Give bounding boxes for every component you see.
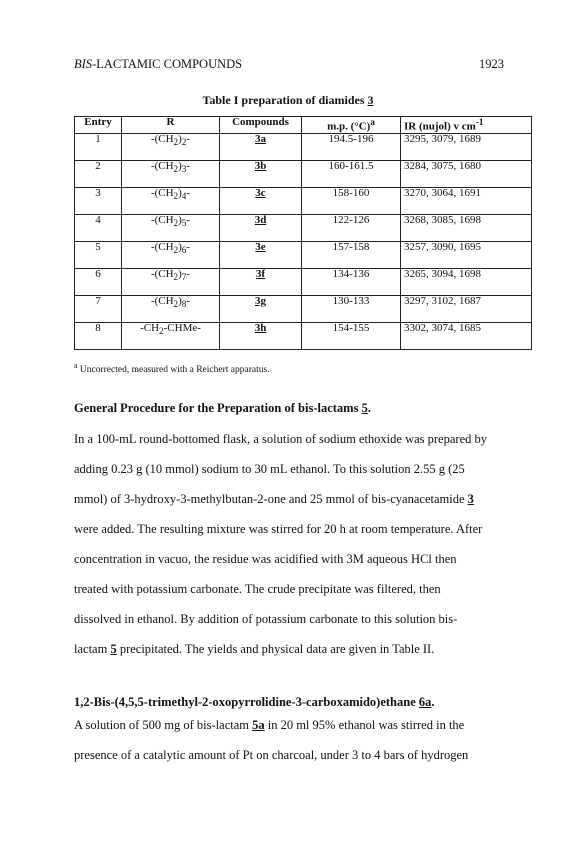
para-line-5: concentration in vacuo, the residue was acidified with 3M aqueous HCl then xyxy=(74,552,457,566)
section1-title-suffix: . xyxy=(367,401,371,415)
table-header-row xyxy=(75,117,532,134)
cell-r xyxy=(122,268,220,295)
cell-mp: 157-158 xyxy=(302,241,401,268)
r-mid: -CHMe- xyxy=(163,321,201,334)
r-sub1: 2 xyxy=(173,298,179,309)
table-caption xyxy=(0,93,576,108)
cell-entry: 4 xyxy=(75,214,122,241)
footnote-sup: a xyxy=(74,361,78,370)
r-pre: -(CH xyxy=(150,159,174,172)
r-mid: ) xyxy=(178,159,182,172)
para-compound-5: 5 xyxy=(110,642,117,656)
r-post: - xyxy=(186,294,191,307)
r-sub2: 5 xyxy=(181,217,187,228)
cell-compound: 3b xyxy=(220,160,302,187)
cell-ir: 3268, 3085, 1698 xyxy=(401,214,532,241)
para2-line-1-b: in 20 ml 95% ethanol was stirred in the xyxy=(264,718,465,732)
r-post: - xyxy=(186,186,191,199)
para2-line-1 xyxy=(74,710,506,740)
cell-mp: 134-136 xyxy=(302,268,401,295)
table-footnote xyxy=(74,361,270,375)
para-line-6: treated with potassium carbonate. The crude precipitate was filtered, then xyxy=(74,582,441,596)
header-entry: Entry xyxy=(75,117,122,134)
cell-mp: 194.5-196 xyxy=(302,133,401,160)
diamides-table xyxy=(74,116,532,350)
cell-r xyxy=(122,160,220,187)
table-row xyxy=(75,295,532,322)
header-mp-sup: a xyxy=(370,117,375,127)
page-number: 1923 xyxy=(479,57,504,71)
section2-title-text: 1,2-Bis-(4,5,5-trimethyl-2-oxopyrrolidine-3-carboxamido)ethane xyxy=(74,695,419,709)
cell-compound: 3h xyxy=(220,322,302,349)
cell-ir: 3295, 3079, 1689 xyxy=(401,133,532,160)
r-post: - xyxy=(186,240,191,253)
cell-entry: 7 xyxy=(75,295,122,322)
section2-title-suffix: . xyxy=(431,695,435,709)
cell-r xyxy=(122,295,220,322)
cell-r xyxy=(122,133,220,160)
cell-entry: 5 xyxy=(75,241,122,268)
cell-mp: 130-133 xyxy=(302,295,401,322)
cell-compound: 3f xyxy=(220,268,302,295)
header-compounds: Compounds xyxy=(220,117,302,134)
cell-mp: 160-161.5 xyxy=(302,160,401,187)
r-sub2: 4 xyxy=(181,190,187,201)
r-sub1: 2 xyxy=(173,136,179,147)
para-line-8-a: lactam xyxy=(74,642,111,656)
para-line-2: adding 0.23 g (10 mmol) sodium to 30 mL ethanol. To this solution 2.55 g (25 xyxy=(74,462,465,476)
r-sub2: 6 xyxy=(181,244,187,255)
table-row xyxy=(75,187,532,214)
para-line-3-text: mmol) of 3-hydroxy-3-methylbutan-2-one and 25 mmol of bis-cyanacetamide xyxy=(74,492,468,506)
cell-entry: 6 xyxy=(75,268,122,295)
r-pre: -(CH xyxy=(150,213,174,226)
cell-mp: 158-160 xyxy=(302,187,401,214)
r-post: - xyxy=(186,213,191,226)
cell-r xyxy=(122,187,220,214)
header-ir xyxy=(401,117,532,134)
r-post: - xyxy=(186,159,191,172)
table-row xyxy=(75,241,532,268)
r-post: - xyxy=(186,267,191,280)
header-italic: BIS xyxy=(74,57,93,71)
r-sub1: 2 xyxy=(173,244,179,255)
para-line-4: were added. The resulting mixture was stirred for 20 h at room temperature. After xyxy=(74,522,483,536)
para-line-1: In a 100-mL round-bottomed flask, a solution of sodium ethoxide was prepared by xyxy=(74,432,487,446)
section1-title-compound: 5 xyxy=(361,401,368,415)
running-header xyxy=(74,57,242,72)
para-compound-3: 3 xyxy=(467,492,474,506)
r-pre: -(CH xyxy=(150,132,174,145)
cell-entry: 3 xyxy=(75,187,122,214)
r-pre: -(CH xyxy=(150,267,174,280)
header-ir-text: IR (nujol) v cm xyxy=(404,120,476,133)
r-pre: -CH xyxy=(140,321,160,334)
cell-ir: 3270, 3064, 1691 xyxy=(401,187,532,214)
cell-mp: 154-155 xyxy=(302,322,401,349)
footnote-text: Uncorrected, measured with a Reichert apparatus. xyxy=(77,365,270,376)
cell-ir: 3257, 3090, 1695 xyxy=(401,241,532,268)
cell-r xyxy=(122,241,220,268)
header-r: R xyxy=(122,117,220,134)
r-sub1: 2 xyxy=(173,271,179,282)
r-mid: ) xyxy=(178,186,182,199)
header-mp xyxy=(302,117,401,134)
section2-title-compound: 6a xyxy=(418,695,432,709)
header-mp-text: m.p. (°C) xyxy=(327,120,371,133)
table-row xyxy=(75,214,532,241)
cell-compound: 3c xyxy=(220,187,302,214)
r-pre: -(CH xyxy=(150,240,174,253)
r-mid: ) xyxy=(178,240,182,253)
r-sub2: 3 xyxy=(181,163,187,174)
cell-r xyxy=(122,214,220,241)
section-title-bis-lactams xyxy=(74,401,371,416)
r-sub1: 2 xyxy=(173,163,179,174)
cell-entry: 2 xyxy=(75,160,122,187)
cell-ir: 3284, 3075, 1680 xyxy=(401,160,532,187)
r-mid: ) xyxy=(178,132,182,145)
table-row xyxy=(75,133,532,160)
section-title-ethane xyxy=(74,695,435,710)
caption-text: Table I preparation of diamides xyxy=(202,93,368,107)
para2-compound: 5a xyxy=(252,718,265,732)
procedure-paragraph xyxy=(74,424,506,664)
cell-ir: 3297, 3102, 1687 xyxy=(401,295,532,322)
cell-compound: 3d xyxy=(220,214,302,241)
hydrogenation-paragraph xyxy=(74,710,506,770)
table-row xyxy=(75,160,532,187)
cell-ir: 3265, 3094, 1698 xyxy=(401,268,532,295)
header-ir-sup: -1 xyxy=(475,117,484,127)
r-sub1: 2 xyxy=(159,325,164,336)
r-sub2: 7 xyxy=(181,271,187,282)
r-pre: -(CH xyxy=(150,294,174,307)
r-sub1: 2 xyxy=(173,190,179,201)
para2-line-2: presence of a catalytic amount of Pt on charcoal, under 3 to 4 bars of hydrogen xyxy=(74,748,469,762)
r-mid: ) xyxy=(178,294,182,307)
r-mid: ) xyxy=(178,267,182,280)
cell-entry: 8 xyxy=(75,322,122,349)
cell-ir: 3302, 3074, 1685 xyxy=(401,322,532,349)
cell-entry: 1 xyxy=(75,133,122,160)
para-line-7: dissolved in ethanol. By addition of potassium carbonate to this solution bis- xyxy=(74,612,458,626)
cell-compound: 3g xyxy=(220,295,302,322)
r-sub2: 8 xyxy=(181,298,187,309)
cell-mp: 122-126 xyxy=(302,214,401,241)
para-line-8 xyxy=(74,634,506,664)
caption-compound: 3 xyxy=(367,93,374,107)
header-title: -LACTAMIC COMPOUNDS xyxy=(92,57,243,71)
cell-r xyxy=(122,322,220,349)
r-post: - xyxy=(186,132,191,145)
para-line-3 xyxy=(74,484,506,514)
para-line-8-b: precipitated. The yields and physical data are given in Table II. xyxy=(116,642,435,656)
r-pre: -(CH xyxy=(150,186,174,199)
r-sub1: 2 xyxy=(173,217,179,228)
table-row xyxy=(75,268,532,295)
para2-line-1-a: A solution of 500 mg of bis-lactam xyxy=(74,718,253,732)
r-sub2: 2 xyxy=(181,136,187,147)
cell-compound: 3a xyxy=(220,133,302,160)
table-row xyxy=(75,322,532,349)
r-mid: ) xyxy=(178,213,182,226)
cell-compound: 3e xyxy=(220,241,302,268)
section1-title-text: General Procedure for the Preparation of bis-lactams xyxy=(74,401,362,415)
